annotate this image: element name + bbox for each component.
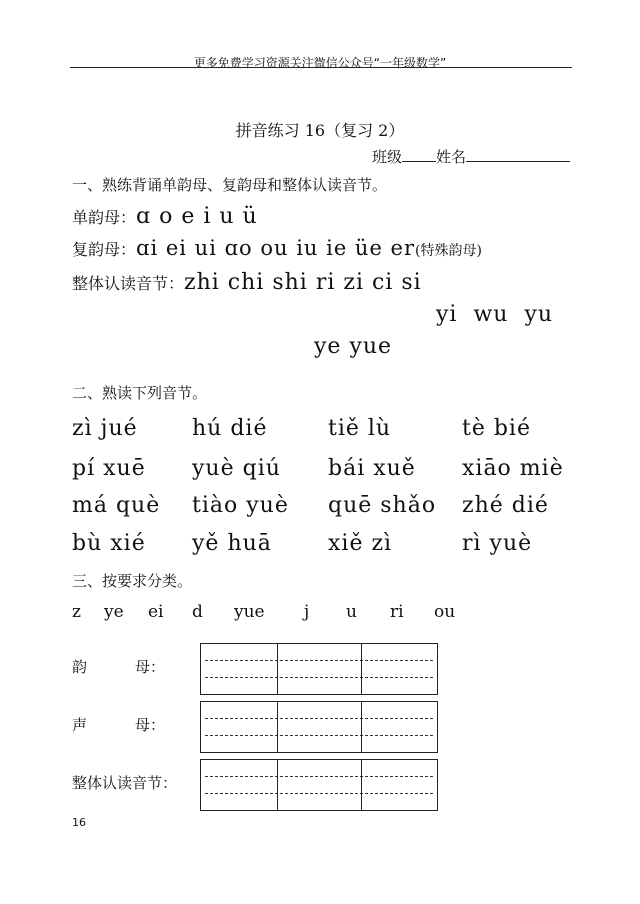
whole-syllables-3: ye yue (314, 334, 393, 359)
whole-syllables-row-label: 整体认读音节： (72, 774, 178, 792)
page-title: 拼音练习 16（复习 2） (235, 121, 405, 140)
section3-heading: 三、按要求分类。 (72, 572, 193, 590)
whole-syllables-1: zhi chi shi ri zi ci si (184, 270, 422, 295)
finals-label-a: 韵 (72, 658, 88, 676)
whole-syllables-answer-box[interactable] (200, 759, 438, 811)
compound-finals-label: 复韵母： (72, 240, 137, 259)
simple-finals-label: 单韵母： (72, 208, 137, 227)
syllable-cell: zhé dié (462, 493, 549, 518)
compound-finals-line (72, 236, 482, 260)
syllable-cell: yuè qiú (192, 456, 281, 481)
finals-label-b: 母： (135, 658, 166, 676)
sort-item: ei (148, 602, 164, 622)
name-label: 姓名 (436, 148, 467, 166)
sort-item: ou (434, 602, 456, 622)
syllable-cell: tè bié (462, 416, 531, 441)
syllable-cell: zì jué (72, 416, 138, 441)
syllable-cell: pí xuē (72, 456, 146, 481)
sort-item: ri (390, 602, 404, 622)
syllable-cell: tiě lù (328, 416, 392, 441)
initials-answer-box[interactable] (200, 701, 438, 753)
initials-label-a: 声 (72, 716, 88, 734)
syllable-cell: yě huā (192, 531, 272, 556)
page-number: 16 (72, 816, 86, 829)
syllable-cell: tiào yuè (192, 493, 289, 518)
header-text: 更多免费学习资源关注微信公众号“一年级数学” (193, 56, 447, 70)
simple-finals: ɑ o e i u ü (136, 204, 258, 229)
syllable-cell: bù xié (72, 531, 146, 556)
sort-item: u (346, 602, 357, 622)
sort-item: z (72, 602, 81, 622)
simple-finals-line (72, 204, 258, 229)
syllable-cell: xiě zì (328, 531, 393, 556)
whole-syllables-line (72, 270, 422, 295)
syllable-cell: rì yuè (462, 531, 533, 556)
syllable-cell: xiāo miè (462, 456, 564, 481)
section2-heading: 二、熟读下列音节。 (72, 384, 208, 402)
compound-finals: ɑi ei ui ɑo ou iu ie üe er (136, 236, 416, 260)
syllable-cell: quē shǎo (328, 493, 437, 518)
syllable-cell: má què (72, 493, 161, 518)
finals-row-label (72, 656, 165, 677)
section1-heading: 一、熟练背诵单韵母、复韵母和整体认读音节。 (72, 176, 388, 194)
sort-item: yue (234, 602, 265, 622)
name-blank[interactable] (466, 147, 570, 162)
class-label: 班级 (372, 148, 403, 166)
class-blank[interactable] (402, 147, 436, 162)
initials-label-b: 母： (135, 716, 166, 734)
whole-syllables-2: yi wu yu (436, 302, 554, 327)
finals-answer-box[interactable] (200, 643, 438, 695)
sort-item: d (192, 602, 203, 622)
class-name-line (372, 146, 570, 167)
initials-row-label (72, 714, 165, 735)
sort-item: ye (104, 602, 124, 622)
compound-note: (特殊韵母) (415, 243, 482, 259)
syllable-cell: bái xuě (328, 456, 416, 481)
syllable-cell: hú dié (192, 416, 268, 441)
whole-syllables-label: 整体认读音节： (72, 274, 185, 293)
header-rule (70, 67, 572, 68)
sort-item: j (304, 602, 310, 622)
